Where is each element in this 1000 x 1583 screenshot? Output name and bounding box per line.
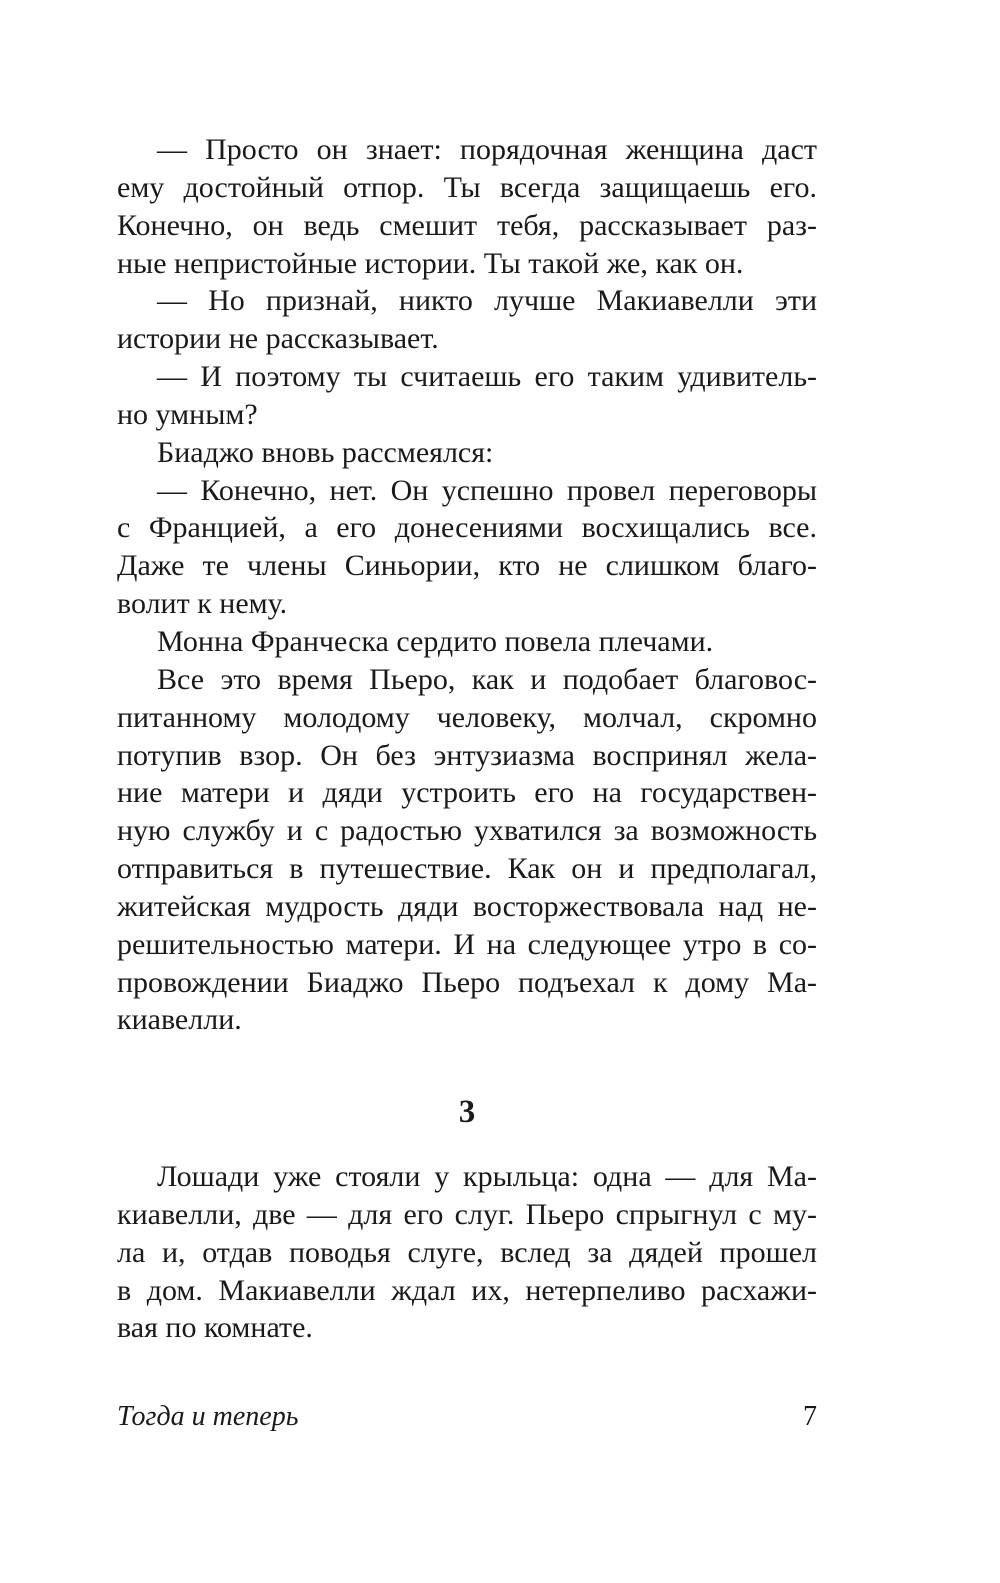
text-line: ную службу и с радостью ухватился за возможность	[117, 814, 817, 848]
text-line: ние матери и дяди устроить его на государствен-	[117, 776, 817, 810]
text-line: ему достойный отпор. Ты всегда защищаешь его.	[117, 170, 817, 204]
text-line: — Конечно, нет. Он успешно провел переговоры	[157, 473, 817, 507]
text-line: — Просто он знает: порядочная женщина даст	[157, 133, 817, 166]
text-line: Лошади уже стояли у крыльца: одна — для Ма-	[157, 1160, 817, 1193]
chapter-number: 3	[458, 1094, 476, 1130]
page-footer	[117, 1397, 817, 1437]
text-line: Даже те члены Синьории, кто не слишком благо-	[117, 549, 817, 583]
text-line: — Но признай, никто лучше Макиавелли эти	[157, 284, 817, 318]
text-line: Конечно, он ведь смешит тебя, рассказывает раз-	[117, 208, 817, 242]
text-line: но умным?	[117, 397, 258, 431]
running-title: Тогда и теперь	[117, 1401, 299, 1432]
text-line: вая по комнате.	[117, 1311, 313, 1345]
text-line: отправиться в путешествие. Как он и предполагал,	[117, 852, 817, 886]
text-line: Все это время Пьеро, как и подобает благовос-	[157, 662, 817, 696]
body-text	[117, 131, 817, 1039]
text-line: в дом. Макиавелли ждал их, нетерпеливо расхажи-	[117, 1273, 817, 1307]
text-line: решительностью матери. И на следующее утро в со-	[117, 927, 817, 961]
chapter-text	[117, 1158, 817, 1347]
page-number: 7	[803, 1401, 817, 1432]
text-line: истории не рассказывает.	[117, 322, 439, 356]
text-line: провождении Биаджо Пьеро подъехал к дому Ма-	[117, 965, 817, 999]
text-line: питанному молодому человеку, молчал, скромно	[117, 700, 817, 734]
text-line: потупив взор. Он без энтузиазма воспринял жела-	[117, 738, 817, 772]
text-line: Монна Франческа сердито повела плечами.	[157, 624, 714, 658]
text-line: Биаджо вновь рассмеялся:	[157, 435, 494, 469]
text-line: киавелли, две — для его слуг. Пьеро спрыгнул с му-	[117, 1197, 817, 1231]
text-line: с Францией, а его донесениями восхищались все.	[117, 511, 817, 545]
text-line: киавелли.	[117, 1003, 242, 1037]
text-line: житейская мудрость дяди восторжествовала над не-	[117, 889, 817, 923]
text-line: ла и, отдав поводья слуге, вслед за дядей прошел	[117, 1235, 817, 1269]
text-line: волит к нему.	[117, 587, 288, 621]
text-line: ные непристойные истории. Ты такой же, как он.	[117, 246, 744, 280]
text-line: — И поэтому ты считаешь его таким удивитель-	[157, 360, 817, 394]
